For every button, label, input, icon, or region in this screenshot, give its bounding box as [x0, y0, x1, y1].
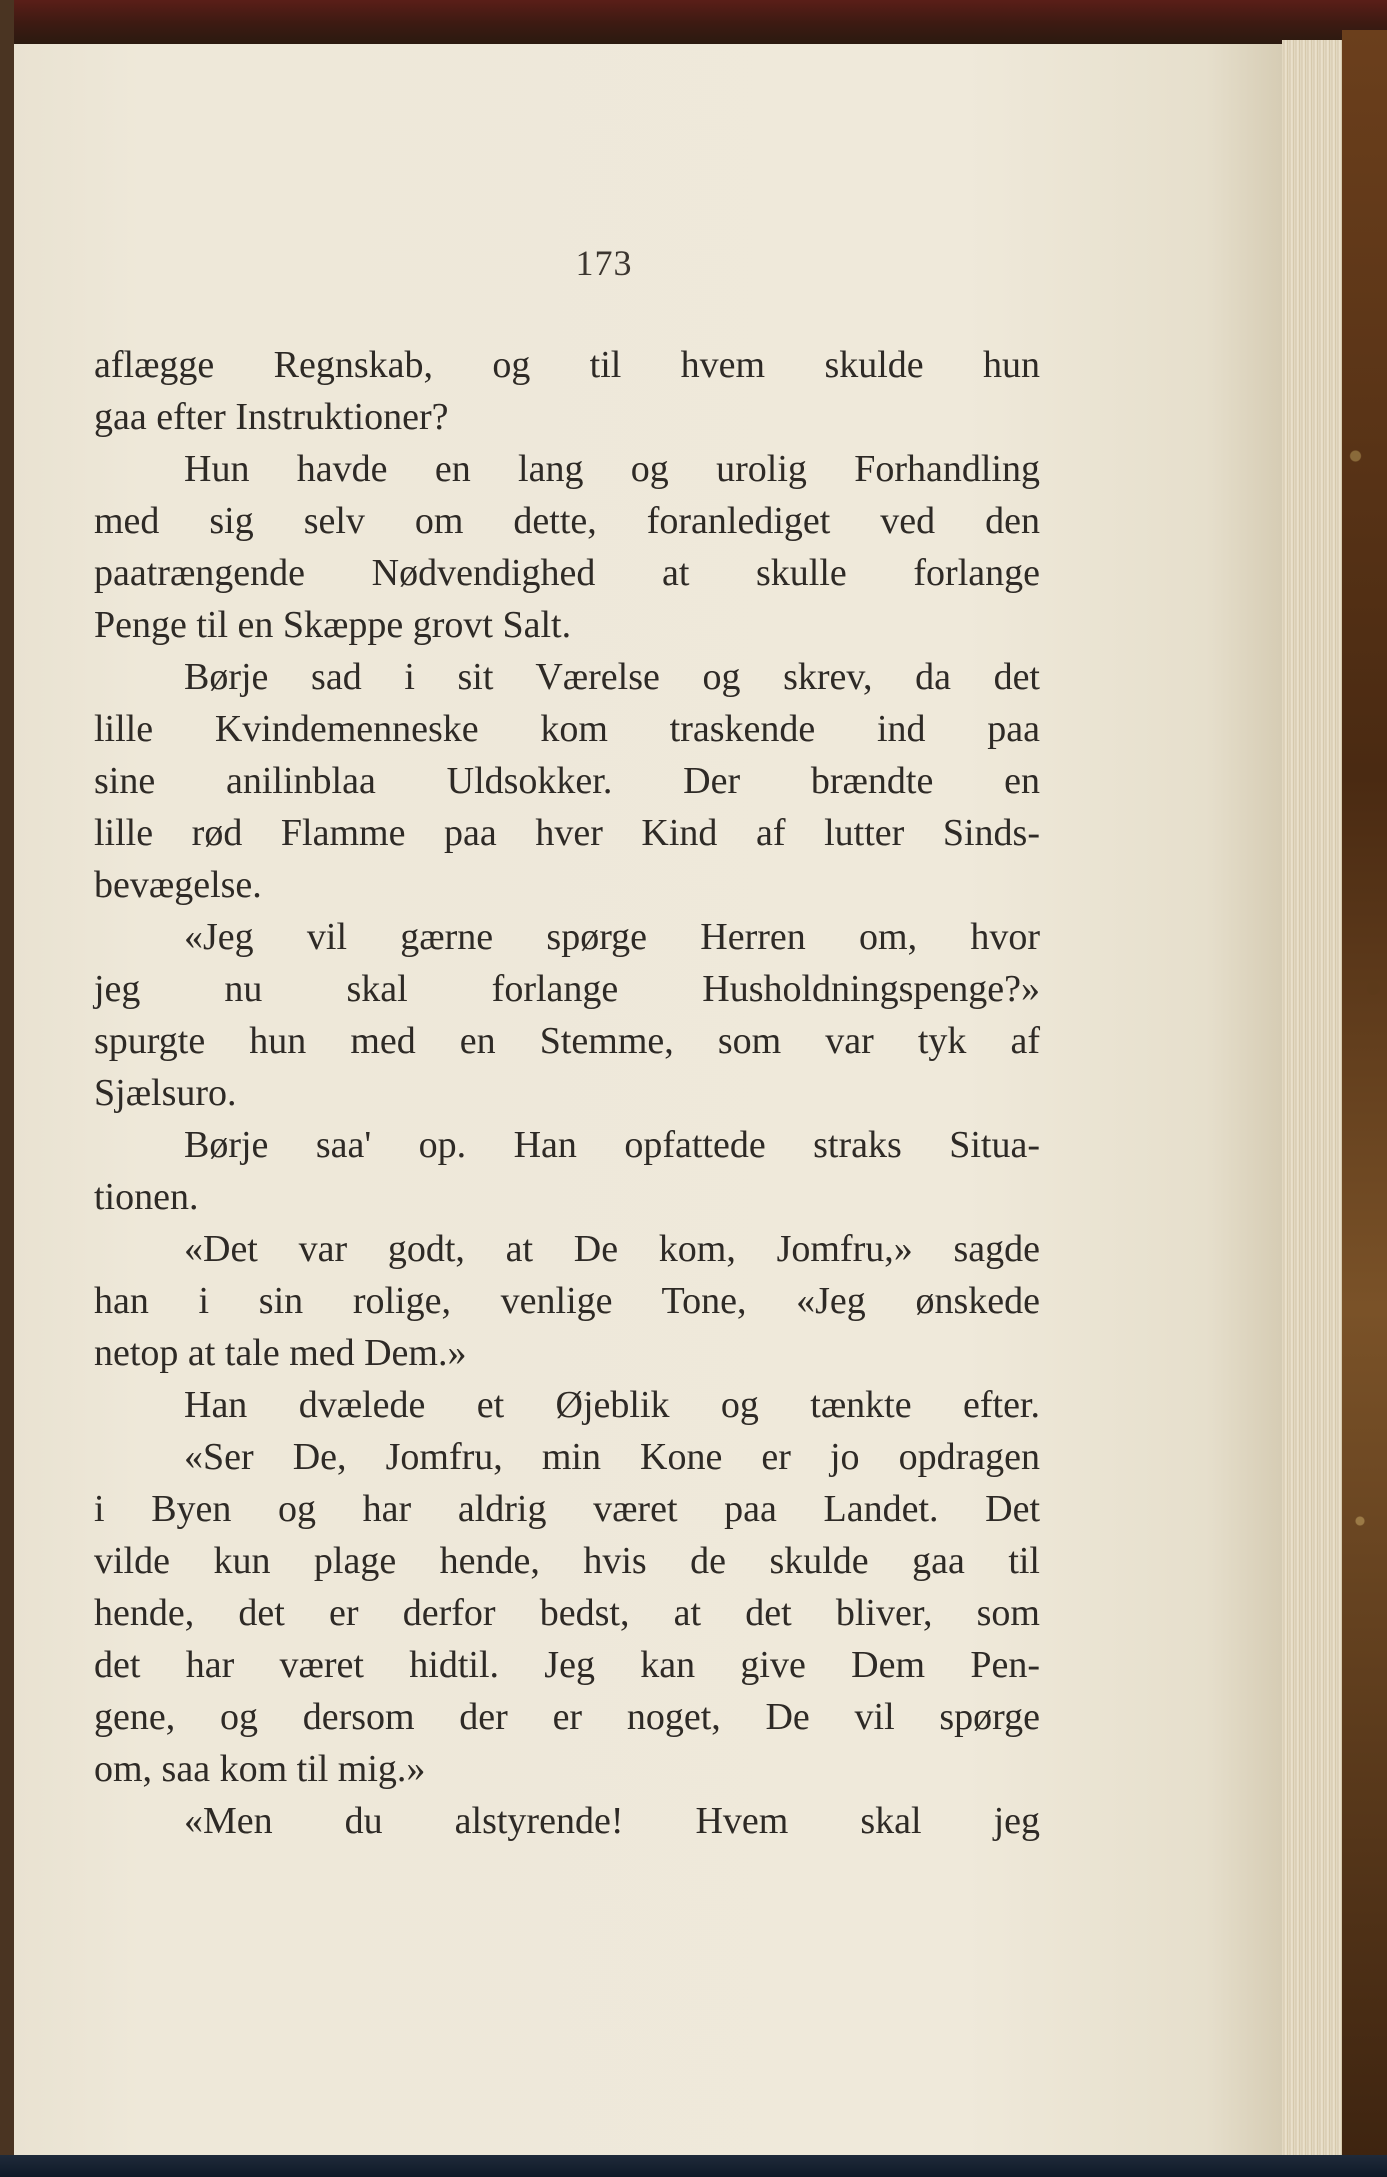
- text-line: gaa efter Instruktioner?: [94, 396, 449, 438]
- text-line: Børje saa' op. Han opfattede straks Situa-: [184, 1124, 1040, 1166]
- marbled-cover-edge: [1342, 30, 1387, 2160]
- text-line: spurgte hun med en Stemme, som var tyk af: [94, 1020, 1040, 1062]
- text-line: gene, og dersom der er noget, De vil spørge: [94, 1696, 1040, 1738]
- text-line: sine anilinblaa Uldsokker. Der brændte en: [94, 760, 1040, 802]
- top-page-edge: [0, 0, 1387, 44]
- text-line: «Men du alstyrende! Hvem skal jeg: [184, 1800, 1040, 1842]
- text-line: Sjælsuro.: [94, 1072, 237, 1114]
- text-line: Han dvælede et Øjeblik og tænkte efter.: [184, 1384, 1040, 1426]
- text-line: «Ser De, Jomfru, min Kone er jo opdragen: [184, 1436, 1040, 1478]
- body-text: [94, 339, 1040, 1847]
- text-line: med sig selv om dette, foranlediget ved den: [94, 500, 1040, 542]
- left-page-edge: [0, 0, 14, 2177]
- text-line: vilde kun plage hende, hvis de skulde gaa til: [94, 1540, 1040, 1582]
- text-line: «Det var godt, at De kom, Jomfru,» sagde: [184, 1228, 1040, 1270]
- text-line: netop at tale med Dem.»: [94, 1332, 467, 1374]
- text-line: i Byen og har aldrig været paa Landet. Det: [94, 1488, 1040, 1530]
- text-line: han i sin rolige, venlige Tone, «Jeg ønskede: [94, 1280, 1040, 1322]
- text-line: lille rød Flamme paa hver Kind af lutter Sinds-: [94, 812, 1040, 854]
- text-line: bevægelse.: [94, 864, 262, 906]
- text-line: «Jeg vil gærne spørge Herren om, hvor: [184, 916, 1040, 958]
- text-line: paatrængende Nødvendighed at skulle forlange: [94, 552, 1040, 594]
- bottom-page-edge: [0, 2155, 1387, 2177]
- text-line: tionen.: [94, 1176, 199, 1218]
- text-line: hende, det er derfor bedst, at det bliver, som: [94, 1592, 1040, 1634]
- text-line: jeg nu skal forlange Husholdningspenge?»: [94, 968, 1040, 1010]
- text-line: det har været hidtil. Jeg kan give Dem Pen-: [94, 1644, 1040, 1686]
- text-line: Penge til en Skæppe grovt Salt.: [94, 604, 572, 646]
- page-number: 173: [575, 243, 633, 283]
- text-line: Hun havde en lang og urolig Forhandling: [184, 448, 1040, 490]
- text-line: aflægge Regnskab, og til hvem skulde hun: [94, 344, 1040, 386]
- text-line: Børje sad i sit Værelse og skrev, da det: [184, 656, 1040, 698]
- text-line: lille Kvindemenneske kom traskende ind paa: [94, 708, 1040, 750]
- book-page: [14, 44, 1282, 2155]
- text-line: om, saa kom til mig.»: [94, 1748, 426, 1790]
- page-stack-edge: [1282, 40, 1342, 2160]
